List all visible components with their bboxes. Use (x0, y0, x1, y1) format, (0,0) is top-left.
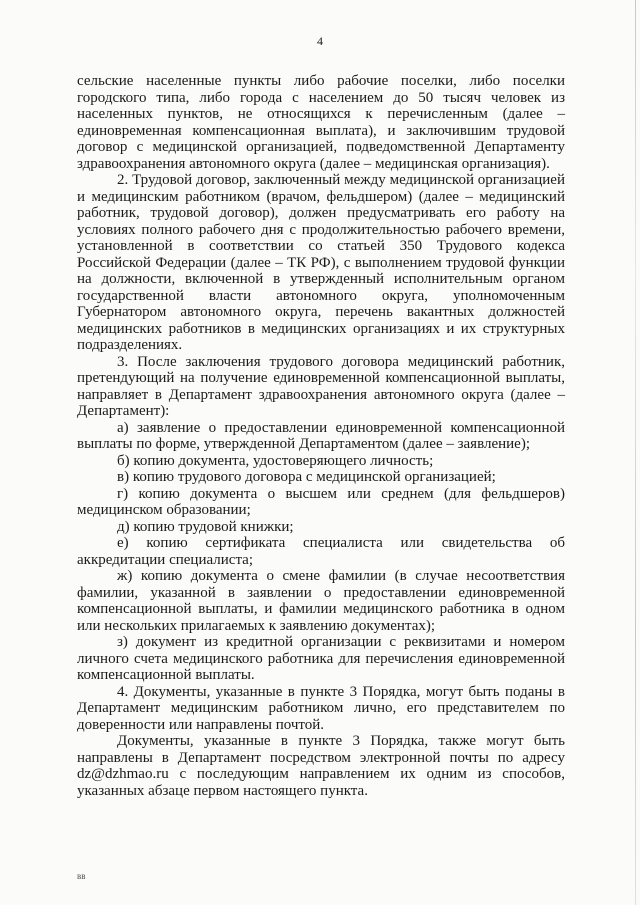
subitem-a: а) заявление о предоставлении единовременной компенсационной выплаты по форме, утвержденной Департаментом (далее – заявление); (77, 419, 565, 452)
page-number: 4 (317, 34, 323, 48)
subitem-g: г) копию документа о высшем или среднем (для фельдшеров) медицинском образовании; (77, 485, 565, 518)
subitem-e: е) копию сертификата специалиста или свидетельства об аккредитации специалиста; (77, 535, 565, 568)
paragraph-item-4: 4. Документы, указанные в пункте 3 Порядка, могут быть поданы в Департамент медицинским работником лично, его представителем по доверенности или направлены почтой. (77, 683, 565, 733)
subitem-zh: ж) копию документа о смене фамилии (в случае несоответствия фамилии, указанной в заявлении о предоставлении единовременной компенсационной выплаты, и фамилии медицинского работника в одном или нескольких прилагаемых к заявлению документах); (77, 568, 565, 634)
subitem-b: б) копию документа, удостоверяющего личность; (117, 452, 434, 469)
paragraph-email-submission: Документы, указанные в пункте 3 Порядка, также могут быть направлены в Департамент посредством электронной почты по адресу dz@dzhmao.ru с последующим направлением их одним из способов, указанных абзаце первом настоящего пункта. (77, 733, 565, 799)
subitem-d: д) копию трудовой книжки; (117, 518, 294, 535)
paragraph-continuation: сельские населенные пункты либо рабочие поселки, либо поселки городского типа, либо города с населением до 50 тысяч человек из населенных пунктов, не относящихся к перечисленным (далее – единовременная компенсационная выплата), и заключившим трудовой договор с медицинской организацией, подведомственной Департаменту здравоохранения автономного округа (далее – медицинская организация). (77, 73, 565, 172)
subitem-z: з) документ из кредитной организации с реквизитами и номером личного счета медицинского работника для перечисления единовременной компенсационной выплаты. (77, 634, 565, 683)
footer-mark: вв (77, 871, 86, 881)
paragraph-item-2: 2. Трудовой договор, заключенный между медицинской организацией и медицинским работником (врачом, фельдшером) (далее – медицинский работник, трудовой договор), должен предусматривать его работу на условиях полного рабочего дня с продолжительностью рабочего времени, установленной в соответствии со статьей 350 Трудового кодекса Российской Федерации (далее – ТК РФ), с выполнением трудовой функции на должности, включенной в утвержденный исполнительным органом государственной власти автономного округа, уполномоченным Губернатором автономного округа, перечень вакантных должностей медицинских работников в медицинских организациях и их структурных подразделениях. (77, 172, 565, 353)
document-body (77, 73, 565, 799)
subitem-v: в) копию трудового договора с медицинской организацией; (117, 469, 496, 485)
scan-edge (635, 0, 636, 905)
paragraph-item-3: 3. После заключения трудового договора медицинский работник, претендующий на получение единовременной компенсационной выплаты, направляет в Департамент здравоохранения автономного округа (далее – Департамент): (77, 353, 565, 419)
